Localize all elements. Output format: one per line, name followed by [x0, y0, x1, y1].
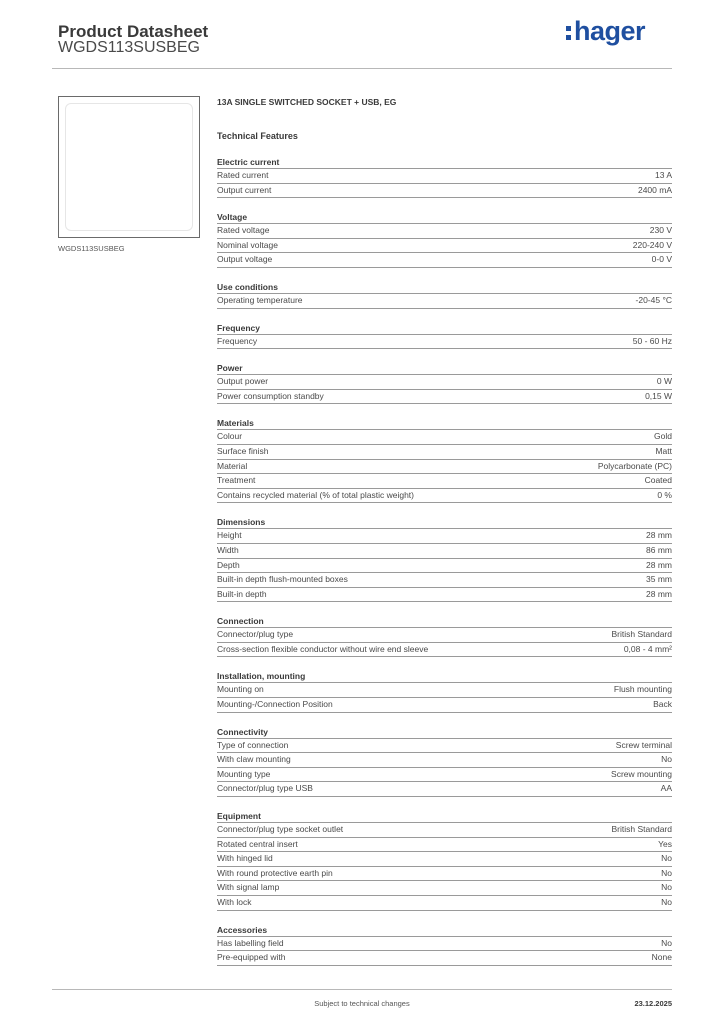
spec-label: Mounting-/Connection Position: [217, 699, 333, 710]
spec-section: [217, 810, 672, 911]
spec-value: Polycarbonate (PC): [597, 460, 672, 471]
spec-section: [217, 670, 672, 712]
product-image-caption: WGDS113SUSBEG: [58, 244, 125, 253]
spec-section-title: Frequency: [217, 322, 672, 335]
spec-row: [217, 184, 672, 199]
spec-row: [217, 643, 672, 658]
spec-value: Matt: [655, 445, 672, 456]
spec-label: Nominal voltage: [217, 239, 278, 250]
spec-label: Power consumption standby: [217, 390, 324, 401]
spec-row: [217, 375, 672, 390]
spec-value: 35 mm: [646, 574, 672, 585]
spec-label: Mounting type: [217, 768, 271, 779]
spec-label: Output voltage: [217, 254, 273, 265]
spec-value: 2400 mA: [637, 184, 672, 195]
spec-row: [217, 474, 672, 489]
spec-row: [217, 239, 672, 254]
spec-value: Gold: [654, 431, 672, 442]
spec-row: [217, 867, 672, 882]
spec-row: [217, 588, 672, 603]
spec-row: [217, 489, 672, 504]
spec-section-title: Use conditions: [217, 281, 672, 294]
spec-row: [217, 823, 672, 838]
footer-notice: Subject to technical changes: [314, 999, 410, 1008]
logo-mark-icon: [566, 26, 571, 40]
spec-section: [217, 322, 672, 350]
spec-section-title: Accessories: [217, 924, 672, 937]
brand-logo: [566, 14, 658, 48]
spec-row: [217, 937, 672, 952]
spec-section-title: Equipment: [217, 810, 672, 823]
spec-row: [217, 881, 672, 896]
spec-value: 0 W: [656, 376, 672, 387]
spec-row: [217, 445, 672, 460]
spec-row: [217, 896, 672, 911]
spec-row: [217, 169, 672, 184]
spec-row: [217, 852, 672, 867]
spec-row: [217, 294, 672, 309]
spec-value: 220-240 V: [632, 239, 672, 250]
spec-value: Back: [653, 699, 672, 710]
spec-sections: [217, 156, 672, 966]
spec-value: Coated: [644, 475, 672, 486]
spec-value: British Standard: [611, 824, 672, 835]
spec-value: 13 A: [654, 170, 672, 180]
spec-section-title: Connectivity: [217, 726, 672, 739]
spec-section-title: Installation, mounting: [217, 670, 672, 683]
spec-value: Flush mounting: [613, 684, 672, 695]
spec-value: 0 %: [657, 489, 672, 500]
spec-row: [217, 628, 672, 643]
spec-label: With hinged lid: [217, 853, 273, 864]
document-title: Product Datasheet: [58, 22, 209, 41]
spec-label: With signal lamp: [217, 882, 280, 893]
spec-value: 0,15 W: [645, 390, 672, 401]
spec-row: [217, 529, 672, 544]
spec-row: [217, 335, 672, 350]
spec-label: Mounting on: [217, 684, 264, 695]
spec-value: No: [661, 882, 672, 893]
spec-row: [217, 224, 672, 239]
spec-label: Built-in depth flush-mounted boxes: [217, 574, 348, 585]
spec-value: 86 mm: [646, 544, 672, 555]
spec-value: Yes: [658, 838, 672, 849]
spec-value: 230 V: [649, 225, 672, 236]
spec-label: Built-in depth: [217, 588, 267, 599]
spec-row: [217, 253, 672, 268]
spec-value: 28 mm: [646, 559, 672, 570]
spec-value: No: [661, 937, 672, 948]
spec-label: Output current: [217, 184, 272, 195]
spec-row: [217, 698, 672, 713]
spec-label: Depth: [217, 559, 240, 570]
spec-label: Operating temperature: [217, 294, 303, 305]
spec-value: British Standard: [611, 629, 672, 640]
spec-label: Cross-section flexible conductor without wire end sleeve: [217, 643, 429, 654]
spec-value: 0,08 - 4 mm²: [623, 643, 672, 654]
spec-label: Contains recycled material (% of total plastic weight): [217, 489, 414, 500]
spec-row: [217, 573, 672, 588]
spec-row: [217, 430, 672, 445]
spec-value: No: [661, 754, 672, 765]
spec-value: No: [661, 867, 672, 878]
spec-label: Frequency: [217, 335, 258, 346]
spec-row: [217, 683, 672, 698]
spec-row: [217, 544, 672, 559]
footer-divider: [52, 989, 672, 990]
spec-label: Pre-equipped with: [217, 952, 286, 963]
spec-label: With lock: [217, 897, 252, 907]
spec-value: None: [651, 952, 672, 963]
spec-label: Output power: [217, 376, 269, 387]
spec-label: Width: [217, 544, 239, 555]
brand-name: hager: [574, 15, 646, 46]
spec-section: [217, 211, 672, 268]
spec-label: Has labelling field: [217, 937, 284, 948]
spec-value: 28 mm: [646, 530, 672, 541]
spec-section-title: Connection: [217, 615, 672, 628]
spec-section: [217, 516, 672, 602]
spec-label: Connector/plug type: [217, 629, 294, 640]
spec-label: Rated current: [217, 170, 269, 180]
spec-value: AA: [660, 783, 672, 794]
spec-value: 28 mm: [646, 588, 672, 599]
spec-label: Rated voltage: [217, 225, 270, 236]
spec-label: Treatment: [217, 475, 256, 486]
spec-label: Connector/plug type USB: [217, 783, 313, 794]
spec-row: [217, 739, 672, 754]
spec-section: [217, 726, 672, 797]
spec-section-title: Dimensions: [217, 516, 672, 529]
technical-features-title: Technical Features: [217, 131, 298, 141]
spec-value: No: [661, 897, 672, 907]
spec-value: -20-45 °C: [635, 294, 672, 305]
spec-label: Type of connection: [217, 739, 289, 750]
spec-section: [217, 156, 672, 198]
spec-label: With claw mounting: [217, 754, 291, 765]
spec-label: Surface finish: [217, 445, 269, 456]
spec-section-title: Electric current: [217, 156, 672, 169]
spec-row: [217, 390, 672, 405]
spec-row: [217, 559, 672, 574]
spec-section-title: Materials: [217, 417, 672, 430]
spec-label: With round protective earth pin: [217, 867, 333, 878]
spec-section-title: Power: [217, 362, 672, 375]
spec-section: [217, 417, 672, 503]
spec-section: [217, 924, 672, 966]
spec-row: [217, 838, 672, 853]
spec-row: [217, 951, 672, 966]
product-name: 13A SINGLE SWITCHED SOCKET + USB, EG: [217, 97, 397, 107]
spec-row: [217, 753, 672, 768]
spec-row: [217, 768, 672, 783]
socket-plate-image: [65, 103, 193, 231]
spec-value: 50 - 60 Hz: [632, 335, 672, 346]
spec-label: Material: [217, 460, 248, 471]
spec-section: [217, 362, 672, 404]
spec-value: Screw mounting: [611, 768, 672, 779]
spec-label: Colour: [217, 431, 243, 442]
spec-section-title: Voltage: [217, 211, 672, 224]
spec-value: No: [661, 853, 672, 864]
spec-value: Screw terminal: [615, 739, 672, 750]
spec-row: [217, 460, 672, 475]
spec-section: [217, 281, 672, 309]
spec-label: Connector/plug type socket outlet: [217, 824, 344, 835]
spec-label: Rotated central insert: [217, 838, 298, 849]
header-divider: [52, 68, 672, 69]
spec-value: 0-0 V: [651, 254, 672, 265]
spec-row: [217, 782, 672, 797]
spec-label: Height: [217, 530, 242, 541]
product-image: [58, 96, 200, 238]
spec-content: [217, 97, 672, 966]
spec-section: [217, 615, 672, 657]
footer-date: 23.12.2025: [634, 999, 672, 1008]
product-reference: WGDS113SUSBEG: [58, 39, 200, 56]
